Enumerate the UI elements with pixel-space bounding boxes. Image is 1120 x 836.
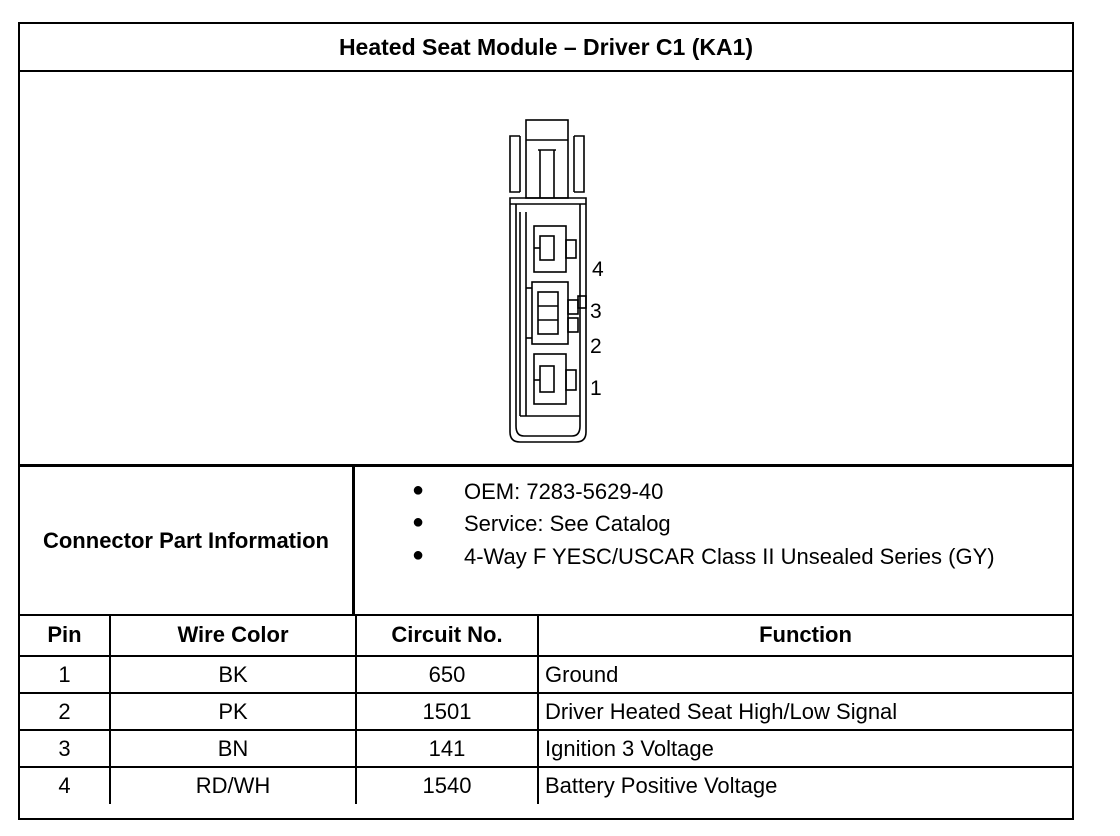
cell-pin: 2 bbox=[20, 693, 110, 730]
header-circuit-no: Circuit No. bbox=[356, 614, 538, 656]
cell-pin: 1 bbox=[20, 656, 110, 693]
table-row bbox=[20, 767, 1072, 804]
cell-circuit: 141 bbox=[356, 730, 538, 767]
cell-function: Battery Positive Voltage bbox=[538, 767, 1072, 804]
pin-label-3: 3 bbox=[590, 300, 602, 323]
pin-label-2: 2 bbox=[590, 335, 602, 358]
pin-label-1: 1 bbox=[590, 377, 602, 400]
table-header-row bbox=[20, 614, 1072, 656]
cell-pin: 3 bbox=[20, 730, 110, 767]
bullet-icon: ● bbox=[412, 479, 425, 501]
terminal-1 bbox=[534, 354, 576, 404]
connector-info-list bbox=[358, 467, 1072, 614]
terminal-3-2 bbox=[526, 282, 586, 344]
table-row bbox=[20, 730, 1072, 767]
cell-function: Ground bbox=[538, 656, 1072, 693]
pinout-table bbox=[20, 614, 1072, 804]
table-row bbox=[20, 693, 1072, 730]
cell-wire-color: BN bbox=[110, 730, 356, 767]
cell-wire-color: BK bbox=[110, 656, 356, 693]
header-function: Function bbox=[538, 614, 1072, 656]
info-item-description: 4-Way F YESC/USCAR Class II Unsealed Series (GY) bbox=[464, 544, 995, 569]
cell-function: Ignition 3 Voltage bbox=[538, 730, 1072, 767]
cell-circuit: 1540 bbox=[356, 767, 538, 804]
pin-label-4: 4 bbox=[592, 258, 604, 281]
cell-circuit: 1501 bbox=[356, 693, 538, 730]
terminal-4 bbox=[534, 226, 576, 272]
connector-face-drawing bbox=[20, 70, 1072, 464]
connector-part-info bbox=[20, 467, 1072, 616]
connector-diagram bbox=[20, 70, 1072, 467]
header-pin: Pin bbox=[20, 614, 110, 656]
bullet-icon: ● bbox=[412, 544, 425, 566]
page-title: Heated Seat Module – Driver C1 (KA1) bbox=[20, 24, 1072, 72]
cell-pin: 4 bbox=[20, 767, 110, 804]
header-wire-color: Wire Color bbox=[110, 614, 356, 656]
cell-circuit: 650 bbox=[356, 656, 538, 693]
bullet-icon: ● bbox=[412, 511, 425, 533]
info-item-service: Service: See Catalog bbox=[464, 511, 671, 536]
cell-wire-color: PK bbox=[110, 693, 356, 730]
connector-latch bbox=[526, 120, 568, 198]
connector-info-label: Connector Part Information bbox=[20, 467, 355, 614]
cell-wire-color: RD/WH bbox=[110, 767, 356, 804]
table-row bbox=[20, 656, 1072, 693]
info-item-oem: OEM: 7283-5629-40 bbox=[464, 479, 664, 504]
connector-sheet bbox=[18, 22, 1074, 820]
cell-function: Driver Heated Seat High/Low Signal bbox=[538, 693, 1072, 730]
